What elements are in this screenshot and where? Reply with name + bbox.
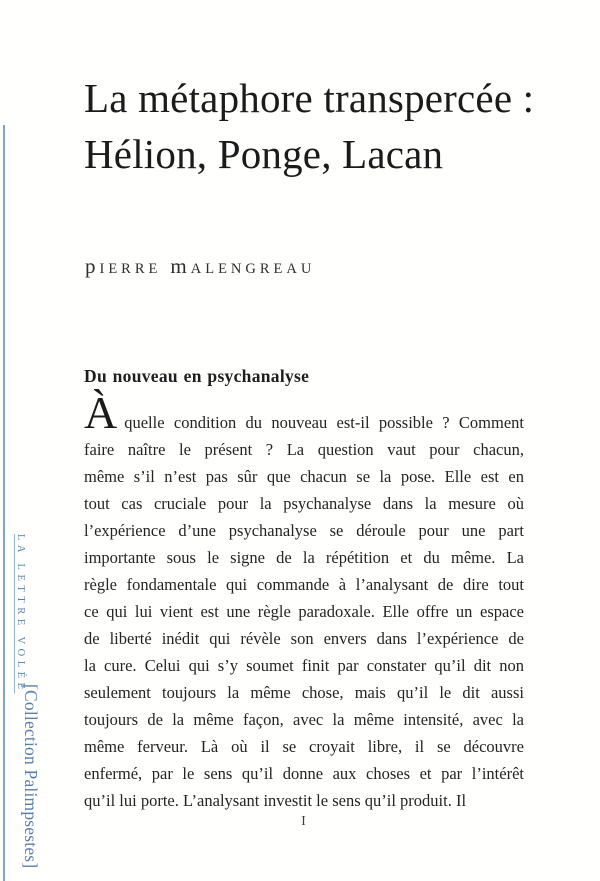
- body-line: même s’il n’est pas sûr que chacun se la pose. Elle est en: [84, 467, 524, 486]
- drop-cap: À: [84, 387, 118, 438]
- publisher-spine-label: LA LETTRE VOLÉE: [15, 534, 26, 694]
- body-line: enfermé, par le sens qu’il donne aux choses et par l’intérêt: [84, 764, 524, 783]
- body-text: [84, 387, 524, 814]
- author-given-rest: IERRE: [99, 261, 162, 277]
- body-line: qu’il lui porte. L’analysant investit le sens qu’il produit. Il: [84, 791, 467, 810]
- author-name: [85, 254, 315, 279]
- body-line: de liberté inédit qui révèle son envers dans l’expérience de: [84, 629, 524, 648]
- book-title: [84, 70, 534, 182]
- spine-edge-rule: [3, 125, 5, 881]
- body-line: l’expérience d’une psychanalyse se déroule pour une part: [84, 521, 524, 540]
- collection-spine-label: [Collection Palimpsestes]: [21, 684, 41, 869]
- body-line: la cure. Celui qui s’y soumet finit par constater qu’il dit non: [84, 656, 524, 675]
- page-number: I: [301, 813, 307, 828]
- title-line-1: La métaphore transpercée :: [84, 75, 535, 121]
- body-line: Àquelle condition du nouveau est-il possible ? Comment: [84, 387, 524, 438]
- author-given-initial: p: [85, 254, 100, 278]
- body-line: tout cas cruciale pour la psychanalyse dans la mesure où: [84, 494, 524, 513]
- title-line-2: Hélion, Ponge, Lacan: [84, 131, 444, 177]
- body-line: seulement toujours la même chose, mais qu’il le dit aussi: [84, 683, 524, 702]
- body-line: ce qui lui vient est une règle paradoxale. Elle offre un espace: [84, 602, 524, 621]
- body-line: faire naître le présent ? La question vaut pour chacun,: [84, 440, 524, 459]
- body-line: règle fondamentale qui commande à l’analysant de dire tout: [84, 575, 524, 594]
- author-family-initial: m: [170, 254, 191, 278]
- body-line: importante sous le signe de la répétition et du même. La: [84, 548, 524, 567]
- body-line: toujours de la même façon, avec la même intensité, avec la: [84, 710, 524, 729]
- author-family-rest: ALENGREAU: [190, 261, 316, 277]
- chapter-heading: Du nouveau en psychanalyse: [84, 366, 310, 386]
- body-line: même ferveur. Là où il se croyait libre, il se découvre: [84, 737, 524, 756]
